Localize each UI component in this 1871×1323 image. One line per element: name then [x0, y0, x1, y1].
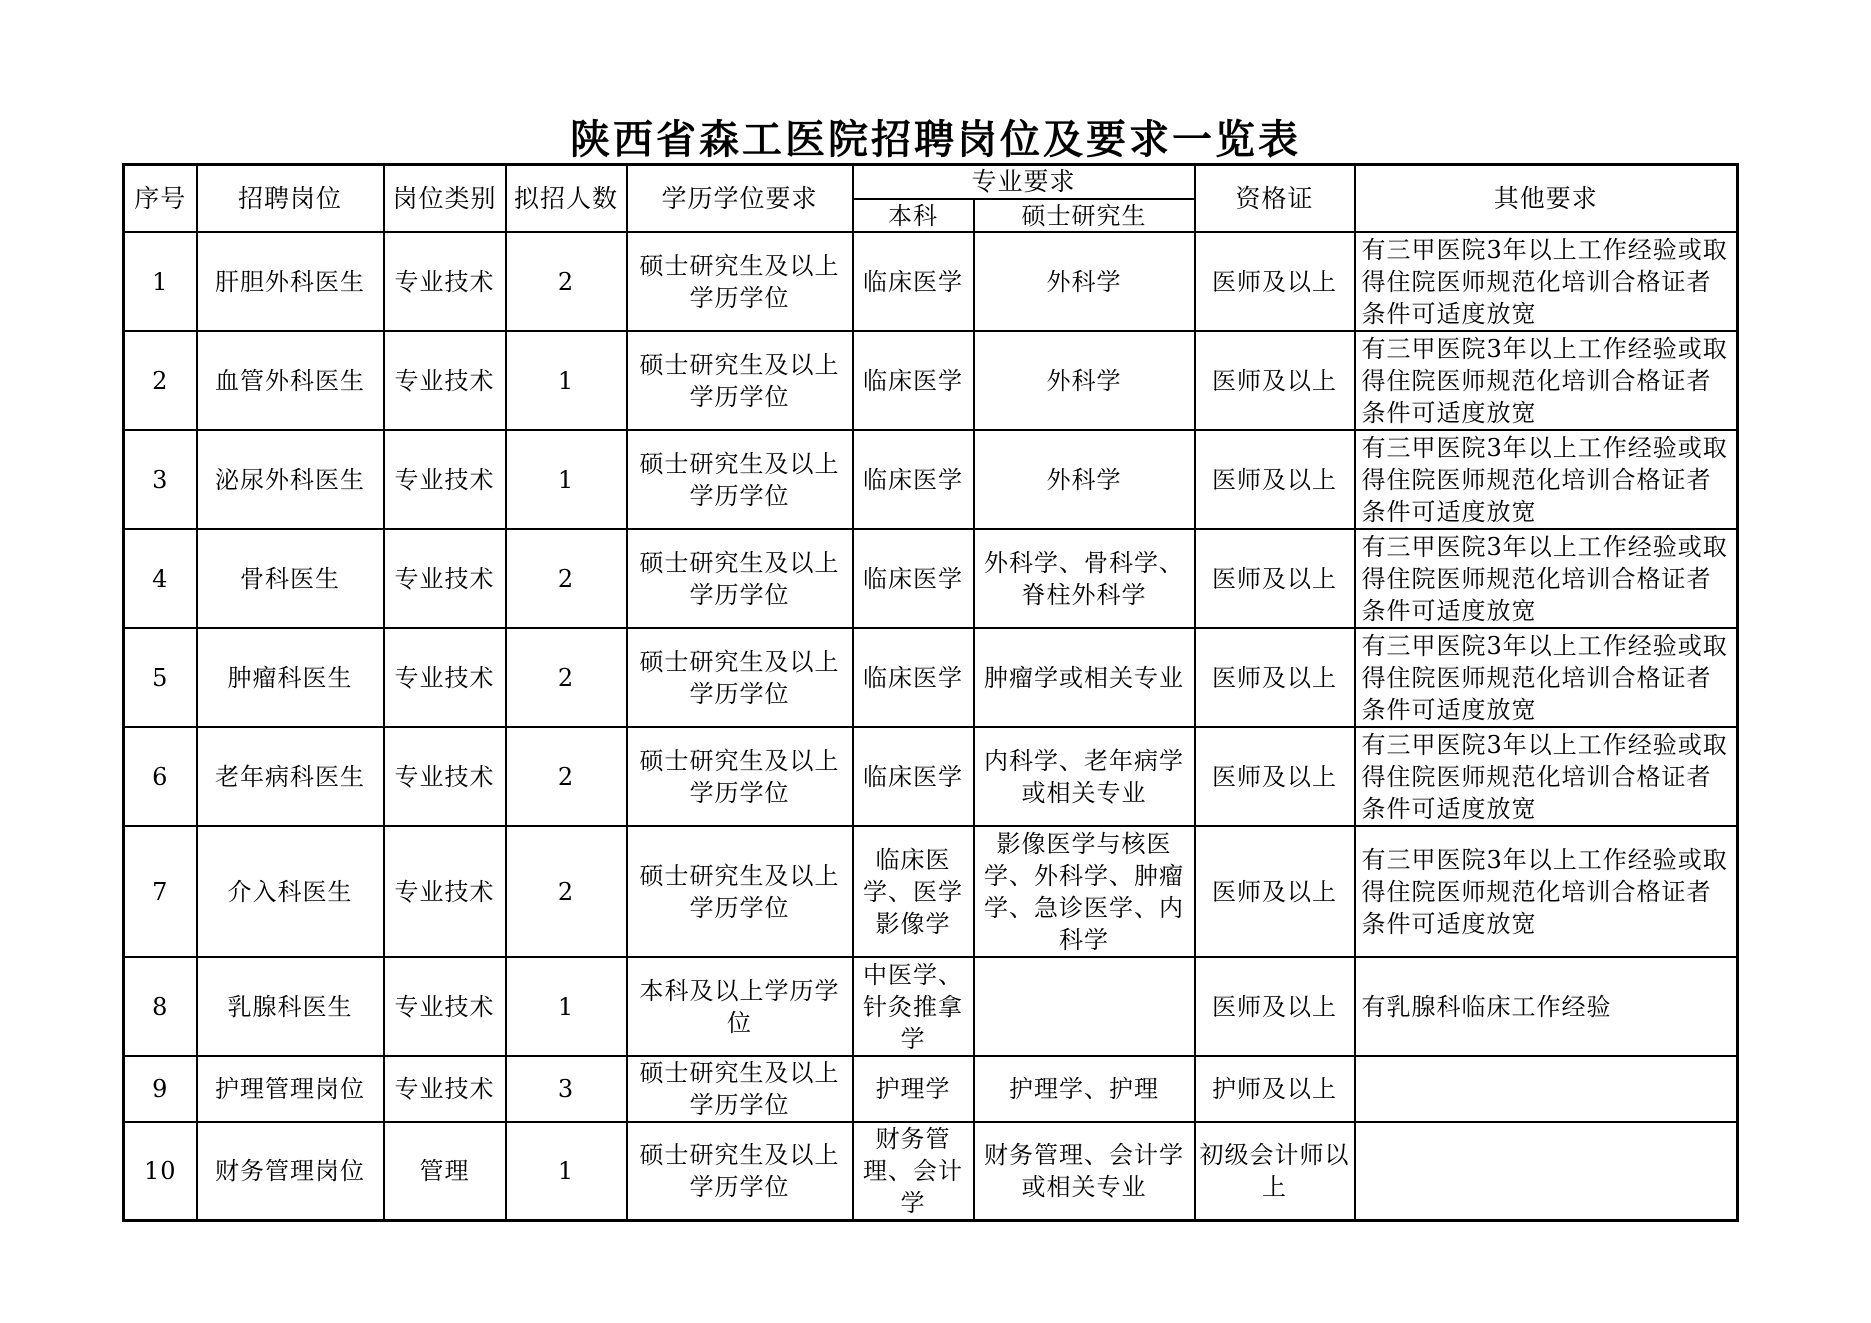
cell-bachelor: 中医学、针灸推拿学 [853, 957, 974, 1056]
cell-master: 财务管理、会计学或相关专业 [974, 1122, 1195, 1221]
cell-qualification: 医师及以上 [1195, 826, 1355, 957]
cell-bachelor: 财务管理、会计学 [853, 1122, 974, 1221]
cell-other: 有乳腺科临床工作经验 [1355, 957, 1738, 1056]
header-count: 拟招人数 [506, 165, 627, 233]
table-row [124, 957, 1738, 1056]
cell-category: 管理 [384, 1122, 506, 1221]
cell-category: 专业技术 [384, 628, 506, 727]
cell-category: 专业技术 [384, 727, 506, 826]
page-title: 陕西省森工医院招聘岗位及要求一览表 [570, 117, 1301, 163]
cell-seq: 2 [124, 331, 197, 430]
cell-education: 硕士研究生及以上学历学位 [627, 1056, 853, 1122]
header-position: 招聘岗位 [197, 165, 384, 233]
cell-bachelor: 临床医学 [853, 727, 974, 826]
cell-other: 有三甲医院3年以上工作经验或取得住院医师规范化培训合格证者条件可适度放宽 [1355, 727, 1738, 826]
header-major-bachelor: 本科 [853, 199, 974, 232]
cell-qualification: 护师及以上 [1195, 1056, 1355, 1122]
cell-category: 专业技术 [384, 1056, 506, 1122]
cell-position: 肝胆外科医生 [197, 232, 384, 331]
cell-bachelor: 临床医学 [853, 628, 974, 727]
header-seq: 序号 [124, 165, 197, 233]
cell-other: 有三甲医院3年以上工作经验或取得住院医师规范化培训合格证者条件可适度放宽 [1355, 628, 1738, 727]
cell-count: 1 [506, 1122, 627, 1221]
cell-count: 3 [506, 1056, 627, 1122]
table-row [124, 727, 1738, 826]
cell-count: 1 [506, 331, 627, 430]
cell-qualification: 医师及以上 [1195, 331, 1355, 430]
cell-position: 骨科医生 [197, 529, 384, 628]
cell-qualification: 医师及以上 [1195, 232, 1355, 331]
table-row [124, 628, 1738, 727]
cell-seq: 1 [124, 232, 197, 331]
table-row [124, 826, 1738, 957]
cell-category: 专业技术 [384, 826, 506, 957]
cell-education: 硕士研究生及以上学历学位 [627, 826, 853, 957]
cell-position: 血管外科医生 [197, 331, 384, 430]
cell-seq: 5 [124, 628, 197, 727]
cell-other [1355, 1122, 1738, 1221]
cell-master: 内科学、老年病学或相关专业 [974, 727, 1195, 826]
cell-bachelor: 临床医学、医学影像学 [853, 826, 974, 957]
cell-position: 肿瘤科医生 [197, 628, 384, 727]
cell-seq: 7 [124, 826, 197, 957]
header-other: 其他要求 [1355, 165, 1738, 233]
table-row [124, 529, 1738, 628]
cell-category: 专业技术 [384, 957, 506, 1056]
cell-seq: 10 [124, 1122, 197, 1221]
cell-position: 乳腺科医生 [197, 957, 384, 1056]
cell-master: 肿瘤学或相关专业 [974, 628, 1195, 727]
cell-qualification: 医师及以上 [1195, 628, 1355, 727]
cell-seq: 8 [124, 957, 197, 1056]
table-row [124, 232, 1738, 331]
cell-education: 硕士研究生及以上学历学位 [627, 628, 853, 727]
cell-master [974, 957, 1195, 1056]
cell-count: 2 [506, 826, 627, 957]
cell-position: 老年病科医生 [197, 727, 384, 826]
cell-position: 财务管理岗位 [197, 1122, 384, 1221]
cell-seq: 9 [124, 1056, 197, 1122]
cell-other: 有三甲医院3年以上工作经验或取得住院医师规范化培训合格证者条件可适度放宽 [1355, 529, 1738, 628]
table-row [124, 331, 1738, 430]
cell-qualification: 初级会计师以上 [1195, 1122, 1355, 1221]
cell-seq: 4 [124, 529, 197, 628]
cell-count: 2 [506, 529, 627, 628]
cell-other: 有三甲医院3年以上工作经验或取得住院医师规范化培训合格证者条件可适度放宽 [1355, 331, 1738, 430]
recruitment-table [122, 163, 1739, 1222]
cell-bachelor: 临床医学 [853, 430, 974, 529]
cell-count: 2 [506, 232, 627, 331]
cell-qualification: 医师及以上 [1195, 430, 1355, 529]
cell-category: 专业技术 [384, 331, 506, 430]
header-qualification: 资格证 [1195, 165, 1355, 233]
cell-master: 影像医学与核医学、外科学、肿瘤学、急诊医学、内科学 [974, 826, 1195, 957]
cell-education: 硕士研究生及以上学历学位 [627, 727, 853, 826]
cell-qualification: 医师及以上 [1195, 529, 1355, 628]
cell-other: 有三甲医院3年以上工作经验或取得住院医师规范化培训合格证者条件可适度放宽 [1355, 826, 1738, 957]
cell-count: 2 [506, 727, 627, 826]
cell-count: 1 [506, 430, 627, 529]
header-education: 学历学位要求 [627, 165, 853, 233]
cell-bachelor: 临床医学 [853, 331, 974, 430]
cell-education: 硕士研究生及以上学历学位 [627, 1122, 853, 1221]
cell-education: 硕士研究生及以上学历学位 [627, 331, 853, 430]
cell-position: 介入科医生 [197, 826, 384, 957]
cell-education: 硕士研究生及以上学历学位 [627, 232, 853, 331]
cell-education: 硕士研究生及以上学历学位 [627, 430, 853, 529]
cell-seq: 6 [124, 727, 197, 826]
cell-category: 专业技术 [384, 232, 506, 331]
cell-master: 护理学、护理 [974, 1056, 1195, 1122]
table-row [124, 1056, 1738, 1122]
cell-other: 有三甲医院3年以上工作经验或取得住院医师规范化培训合格证者条件可适度放宽 [1355, 430, 1738, 529]
cell-bachelor: 护理学 [853, 1056, 974, 1122]
cell-qualification: 医师及以上 [1195, 957, 1355, 1056]
cell-position: 护理管理岗位 [197, 1056, 384, 1122]
table-row [124, 1122, 1738, 1221]
cell-other [1355, 1056, 1738, 1122]
cell-seq: 3 [124, 430, 197, 529]
cell-bachelor: 临床医学 [853, 232, 974, 331]
cell-category: 专业技术 [384, 430, 506, 529]
cell-position: 泌尿外科医生 [197, 430, 384, 529]
cell-master: 外科学、骨科学、脊柱外科学 [974, 529, 1195, 628]
cell-master: 外科学 [974, 232, 1195, 331]
header-category: 岗位类别 [384, 165, 506, 233]
cell-education: 本科及以上学历学位 [627, 957, 853, 1056]
table-row [124, 430, 1738, 529]
cell-master: 外科学 [974, 331, 1195, 430]
cell-count: 1 [506, 957, 627, 1056]
cell-count: 2 [506, 628, 627, 727]
cell-category: 专业技术 [384, 529, 506, 628]
header-major-master: 硕士研究生 [974, 199, 1195, 232]
cell-other: 有三甲医院3年以上工作经验或取得住院医师规范化培训合格证者条件可适度放宽 [1355, 232, 1738, 331]
cell-qualification: 医师及以上 [1195, 727, 1355, 826]
header-major: 专业要求 [853, 165, 1195, 200]
cell-bachelor: 临床医学 [853, 529, 974, 628]
cell-education: 硕士研究生及以上学历学位 [627, 529, 853, 628]
cell-master: 外科学 [974, 430, 1195, 529]
